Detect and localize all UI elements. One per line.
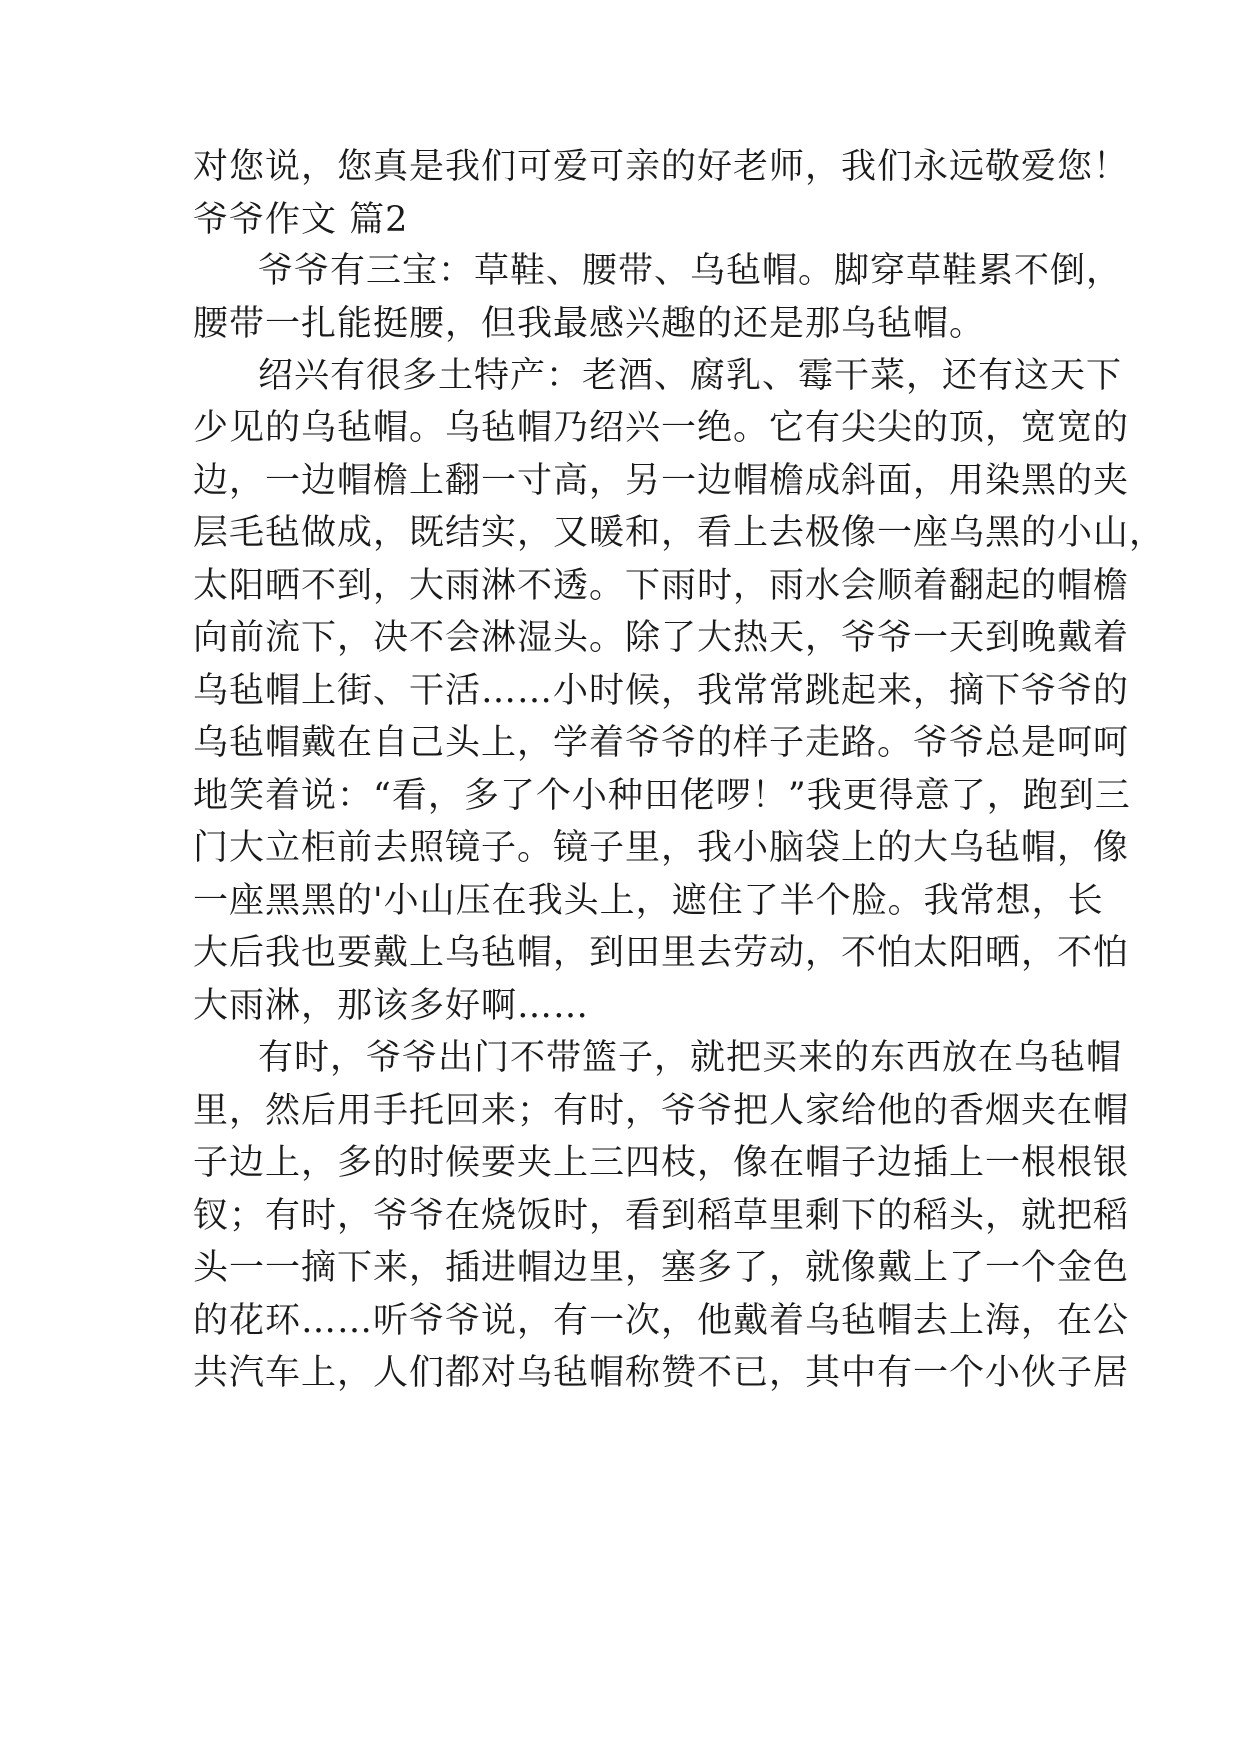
text-line: 门大立柜前去照镜子。镜子里，我小脑袋上的大乌毡帽，像: [193, 828, 1130, 868]
text-line: 少见的乌毡帽。乌毡帽乃绍兴一绝。它有尖尖的顶，宽宽的: [193, 408, 1130, 448]
text-line: 子边上，多的时候要夹上三四枝，像在帽子边插上一根根银: [193, 1143, 1130, 1183]
text-line: 层毛毡做成，既结实，又暖和，看上去极像一座乌黑的小山，: [193, 513, 1166, 553]
text-line: 地笑着说：“看，多了个小种田佬啰！”我更得意了，跑到三: [193, 776, 1131, 816]
text-line: 共汽车上，人们都对乌毡帽称赞不已，其中有一个小伙子居: [193, 1353, 1130, 1393]
paragraph-first-line: 绍兴有很多土特产：老酒、腐乳、霉干菜，还有这天下: [258, 356, 1123, 396]
text-line: 里，然后用手托回来；有时，爷爷把人家给他的香烟夹在帽: [193, 1091, 1130, 1131]
text-line: 对您说，您真是我们可爱可亲的好老师，我们永远敬爱您！: [193, 147, 1130, 187]
section-heading: 爷爷作文 篇2: [193, 200, 409, 240]
text-line: 向前流下，决不会淋湿头。除了大热天，爷爷一天到晚戴着: [193, 618, 1130, 658]
text-line: 乌毡帽戴在自己头上，学着爷爷的样子走路。爷爷总是呵呵: [193, 723, 1130, 763]
paragraph-first-line: 爷爷有三宝：草鞋、腰带、乌毡帽。脚穿草鞋累不倒，: [258, 251, 1123, 291]
text-line: 边，一边帽檐上翻一寸高，另一边帽檐成斜面，用染黑的夹: [193, 461, 1130, 501]
text-line: 乌毡帽上街、干活……小时候，我常常跳起来，摘下爷爷的: [193, 671, 1130, 711]
text-line: 腰带一扎能挺腰，但我最感兴趣的还是那乌毡帽。: [193, 304, 986, 344]
text-line: 大雨淋，那该多好啊……: [193, 986, 590, 1026]
text-line: 的花环……听爷爷说，有一次，他戴着乌毡帽去上海，在公: [193, 1301, 1130, 1341]
text-line: 大后我也要戴上乌毡帽，到田里去劳动，不怕太阳晒，不怕: [193, 933, 1130, 973]
text-line: 太阳晒不到，大雨淋不透。下雨时，雨水会顺着翻起的帽檐: [193, 566, 1130, 606]
paragraph-first-line: 有时，爷爷出门不带篮子，就把买来的东西放在乌毡帽: [258, 1038, 1123, 1078]
text-line: 一座黑黑的'小山压在我头上，遮住了半个脸。我常想，长: [193, 881, 1104, 921]
text-line: 头一一摘下来，插进帽边里，塞多了，就像戴上了一个金色: [193, 1248, 1130, 1288]
text-line: 钗；有时，爷爷在烧饭时，看到稻草里剩下的稻头，就把稻: [193, 1196, 1130, 1236]
